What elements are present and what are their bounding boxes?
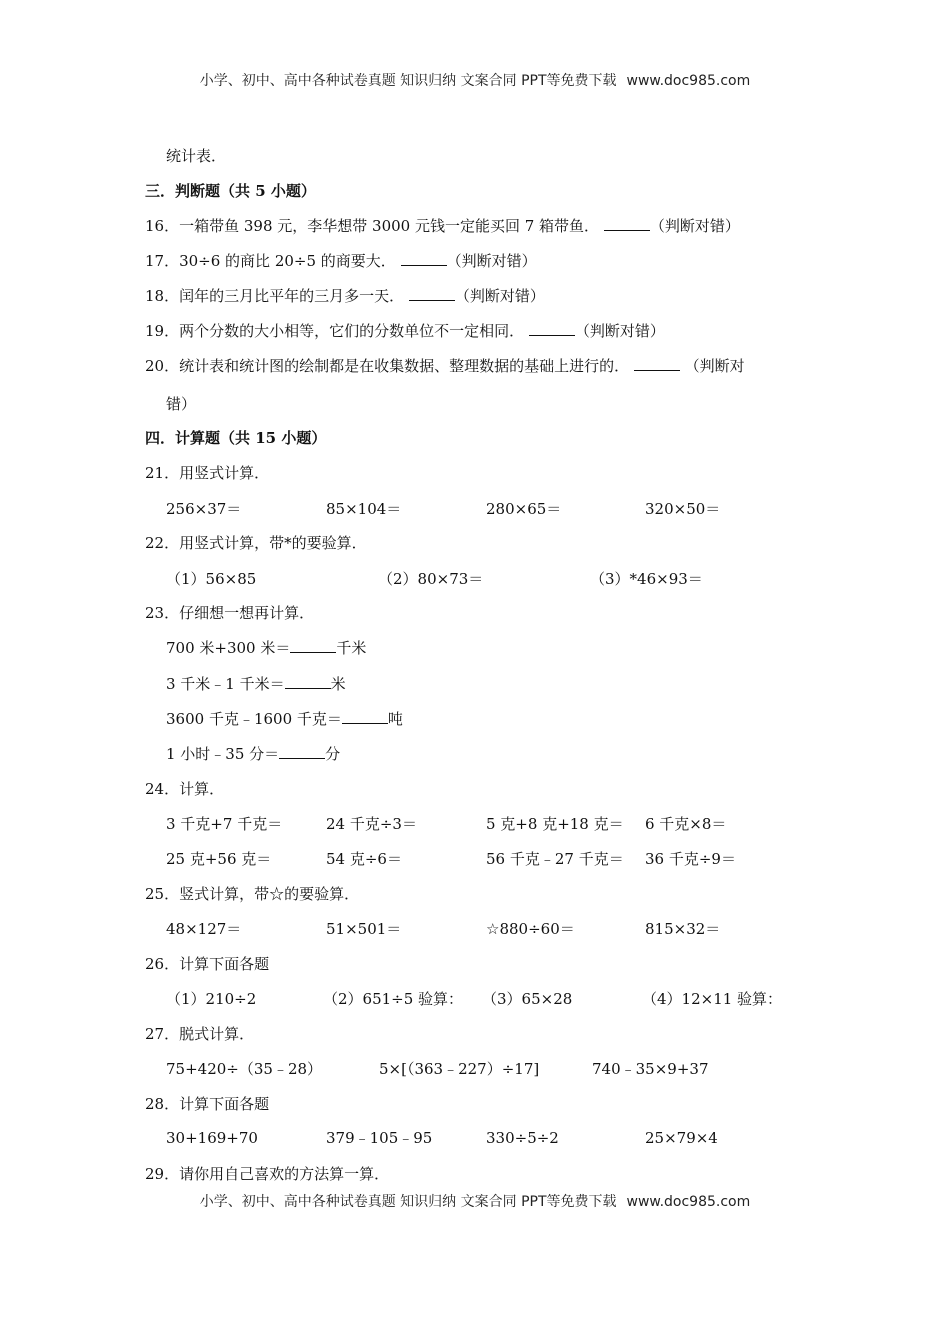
q25-item: 51×501＝ xyxy=(326,920,402,938)
q23-line-unit: 米 xyxy=(330,675,346,693)
q18-text: 18．闰年的三月比平年的三月多一天． xyxy=(145,287,405,305)
q28-title: 28．计算下面各题 xyxy=(145,1095,270,1113)
q20-tail-cont: 错） xyxy=(166,395,197,413)
q23-blank[interactable] xyxy=(285,674,331,689)
q22-item: （2）80×73＝ xyxy=(378,570,484,588)
q21-item: 256×37＝ xyxy=(166,500,242,518)
question-17 xyxy=(145,251,537,271)
q25-title: 25．竖式计算，带☆的要验算． xyxy=(145,885,360,903)
q22-item: （3）*46×93＝ xyxy=(590,570,703,588)
q23-line-text: 1 小时﹣35 分＝ xyxy=(166,745,280,763)
q24-item: 24 千克÷3＝ xyxy=(326,815,417,833)
q23-blank[interactable] xyxy=(290,638,336,653)
q17-text: 17．30÷6 的商比 20÷5 的商要大． xyxy=(145,252,396,270)
q23-title: 23．仔细想一想再计算． xyxy=(145,604,315,622)
question-16 xyxy=(145,216,740,236)
q28-item: 30+169+70 xyxy=(166,1129,258,1147)
q26-item: （4）12×11 验算： xyxy=(642,990,783,1008)
q24-item: 56 千克﹣27 千克＝ xyxy=(486,850,624,868)
q16-blank[interactable] xyxy=(604,216,650,231)
q23-line xyxy=(166,638,366,658)
q22-title: 22．用竖式计算，带*的要验算． xyxy=(145,534,367,552)
q26-item: （3）65×28 xyxy=(482,990,573,1008)
q26-item: （2）651÷5 验算： xyxy=(323,990,464,1008)
q29-title: 29．请你用自己喜欢的方法算一算． xyxy=(145,1165,390,1183)
q18-tail: （判断对错） xyxy=(454,287,545,305)
q21-item: 320×50＝ xyxy=(645,500,721,518)
q24-item: 36 千克÷9＝ xyxy=(645,850,736,868)
q17-blank[interactable] xyxy=(401,251,447,266)
q23-line-text: 3600 千克﹣1600 千克＝ xyxy=(166,710,342,728)
header-text: 小学、初中、高中各种试卷真题 知识归纳 文案合同 PPT等免费下载 xyxy=(199,73,617,89)
q24-item: 54 克÷6＝ xyxy=(326,850,402,868)
q23-line xyxy=(166,744,340,764)
q23-line-unit: 吨 xyxy=(387,710,403,728)
q26-title: 26．计算下面各题 xyxy=(145,955,270,973)
page-header xyxy=(0,70,950,90)
question-19 xyxy=(145,321,665,341)
question-20 xyxy=(145,356,745,376)
q22-item: （1）56×85 xyxy=(166,570,257,588)
q23-line-unit: 分 xyxy=(325,745,341,763)
q23-blank[interactable] xyxy=(279,744,325,759)
section-4-title: 四．计算题（共 15 小题） xyxy=(145,429,327,447)
q23-line-text: 3 千米﹣1 千米＝ xyxy=(166,675,285,693)
q21-item: 85×104＝ xyxy=(326,500,402,518)
question-18 xyxy=(145,286,545,306)
q28-item: 25×79×4 xyxy=(645,1129,718,1147)
q21-title: 21．用竖式计算． xyxy=(145,464,270,482)
q24-item: 5 克+8 克+18 克＝ xyxy=(486,815,624,833)
header-url[interactable]: www.doc985.com xyxy=(626,73,751,89)
section-3-title: 三．判断题（共 5 小题） xyxy=(145,182,316,200)
q18-blank[interactable] xyxy=(409,286,455,301)
q25-item: 48×127＝ xyxy=(166,920,242,938)
q23-line-unit: 千米 xyxy=(336,639,367,657)
q26-item: （1）210÷2 xyxy=(166,990,257,1008)
q23-line-text: 700 米+300 米＝ xyxy=(166,639,291,657)
q16-text: 16．一箱带鱼 398 元，李华想带 3000 元钱一定能买回 7 箱带鱼． xyxy=(145,217,600,235)
continuation-text: 统计表． xyxy=(166,147,227,165)
footer-url[interactable]: www.doc985.com xyxy=(626,1194,751,1210)
q24-title: 24．计算． xyxy=(145,780,225,798)
q25-item: ☆880÷60＝ xyxy=(486,920,575,938)
q19-tail: （判断对错） xyxy=(574,322,665,340)
q27-item: 740﹣35×9+37 xyxy=(592,1060,709,1078)
page-footer xyxy=(0,1191,950,1211)
q19-text: 19．两个分数的大小相等，它们的分数单位不一定相同． xyxy=(145,322,525,340)
q17-tail: （判断对错） xyxy=(446,252,537,270)
q25-item: 815×32＝ xyxy=(645,920,721,938)
q27-item: 5×[（363﹣227）÷17] xyxy=(379,1060,540,1078)
q23-line xyxy=(166,709,403,729)
q24-item: 6 千克×8＝ xyxy=(645,815,727,833)
q24-item: 25 克+56 克＝ xyxy=(166,850,272,868)
q24-item: 3 千克+7 千克＝ xyxy=(166,815,283,833)
q27-title: 27．脱式计算． xyxy=(145,1025,255,1043)
q20-tail: （判断对 xyxy=(684,357,745,375)
q23-line xyxy=(166,674,346,694)
q20-text: 20．统计表和统计图的绘制都是在收集数据、整理数据的基础上进行的． xyxy=(145,357,630,375)
q16-tail: （判断对错） xyxy=(649,217,740,235)
q23-blank[interactable] xyxy=(342,709,388,724)
q28-item: 379﹣105﹣95 xyxy=(326,1129,433,1147)
q20-blank[interactable] xyxy=(634,356,680,371)
q28-item: 330÷5÷2 xyxy=(486,1129,559,1147)
q27-item: 75+420÷（35﹣28） xyxy=(166,1060,323,1078)
q19-blank[interactable] xyxy=(529,321,575,336)
q21-item: 280×65＝ xyxy=(486,500,562,518)
footer-text: 小学、初中、高中各种试卷真题 知识归纳 文案合同 PPT等免费下载 xyxy=(199,1194,617,1210)
